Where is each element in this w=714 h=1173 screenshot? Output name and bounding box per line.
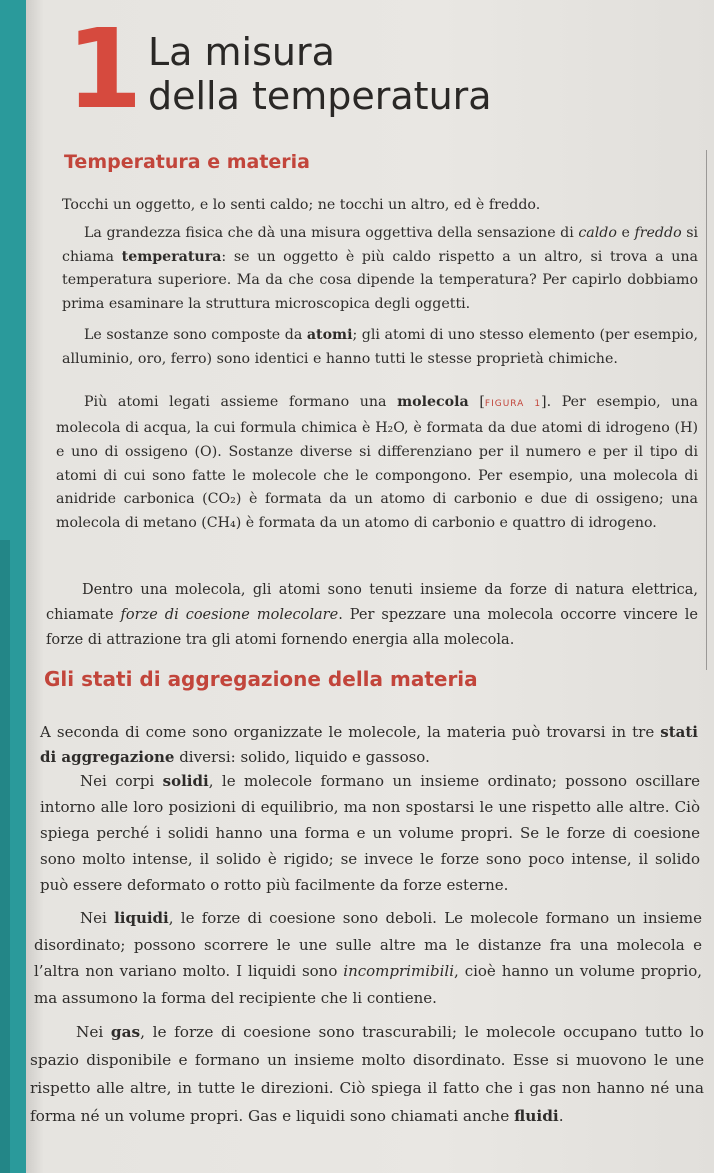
paragraph-4: Più atomi legati assieme formano una molecola [FIGURA 1]. Per esempio, una molecola di acqua, la cui formula chimica è H₂O, è formata da due atomi di idrogeno (H) e uno di ossigeno (O). Sostanze diverse si differenziano per il numero e per il tipo di atomi di cui sono fatte le molecole che le compongono. Per esempio, una molecola di anidride carbonica (CO₂) è formata da un atomo di carbonio e due di ossigeno; una molecola di metano (CH₄) è formata da un atomo di carbonio e quattro di idrogeno. [56, 394, 699, 532]
figure-reference: FIGURA 1 [484, 399, 542, 410]
paragraph-3: Le sostanze sono composte da atomi; gli atomi di uno stesso elemento (per esempio, alluminio, oro, ferro) sono identici e hanno tutti le stesse proprietà chimiche. [62, 327, 698, 367]
paragraph-1: Tocchi un oggetto, e lo senti caldo; ne tocchi un altro, ed è freddo. [62, 197, 541, 214]
section-heading-temperatura: Temperatura e materia [64, 151, 311, 173]
term-stati-aggregazione: stati di aggregazione [40, 723, 698, 766]
term-forze-coesione: forze di coesione molecolare [120, 606, 339, 623]
term-liquidi: liquidi [114, 909, 169, 927]
chapter-title-line1: La misura [148, 30, 335, 74]
paragraph-5: Dentro una molecola, gli atomi sono tenuti insieme da forze di natura elettrica, chiamate forze di coesione molecolare. Per spezzare una molecola occorre vincere le forze di attrazione tra gli atomi fornendo energia alla molecola. [46, 581, 699, 648]
margin-rule [706, 150, 707, 670]
term-gas: gas [110, 1023, 141, 1042]
paragraph-8: Nei liquidi, le forze di coesione sono deboli. Le molecole formano un insieme disordinato; possono scorrere le une sulle altre ma le distanze fra una molecola e l’altra non variano molto. I liquidi sono incomprimibili, cioè hanno un volume proprio, ma assumono la forma del recipiente che li contiene. [34, 909, 702, 1007]
term-temperatura: temperatura [121, 248, 222, 265]
term-atomi: atomi [306, 327, 353, 344]
term-freddo: freddo [634, 225, 682, 242]
term-fluidi: fluidi [514, 1107, 559, 1126]
paragraph-2: La grandezza fisica che dà una misura oggettiva della sensazione di caldo e freddo si chiama temperatura: se un oggetto è più caldo rispetto a un altro, si trova a una temperatura superiore. Ma da che cosa dipende la temperatura? Per capirlo dobbiamo prima esaminare la struttura microscopica degli oggetti. [62, 225, 699, 312]
term-solidi: solidi [162, 772, 209, 790]
teal-margin-band-lower [0, 540, 10, 1173]
chapter-title-line2: della temperatura [148, 74, 492, 118]
section-heading-stati: Gli stati di aggregazione della materia [44, 667, 478, 691]
term-caldo: caldo [578, 225, 617, 242]
paragraph-9: Nei gas, le forze di coesione sono trascurabili; le molecole occupano tutto lo spazio disponibile e formano un insieme molto disordinato. Esse si muovono le une rispetto alle altre, in tutte le direzioni. Ciò spiega il fatto che i gas non hanno né una forma né un volume propri. Gas e liquidi sono chiamati anche fluidi. [30, 1023, 704, 1126]
term-molecola: molecola [397, 394, 469, 411]
chapter-title [148, 30, 492, 118]
paragraph-7: Nei corpi solidi, le molecole formano un insieme ordinato; possono oscillare intorno alle loro posizioni di equilibrio, ma non spostarsi le une rispetto alle altre. Ciò spiega perché i solidi hanno una forma e un volume propri. Se le forze di coesione sono molto intense, il solido è rigido; se invece le forze sono poco intense, il solido può essere deformato o rotto più facilmente da forze esterne. [40, 772, 700, 894]
term-incomprimibili: incomprimibili [343, 962, 454, 980]
chapter-number: 1 [66, 5, 139, 133]
paragraph-6: A seconda di come sono organizzate le molecole, la materia può trovarsi in tre stati di aggregazione diversi: solido, liquido e gassoso. [40, 723, 698, 766]
